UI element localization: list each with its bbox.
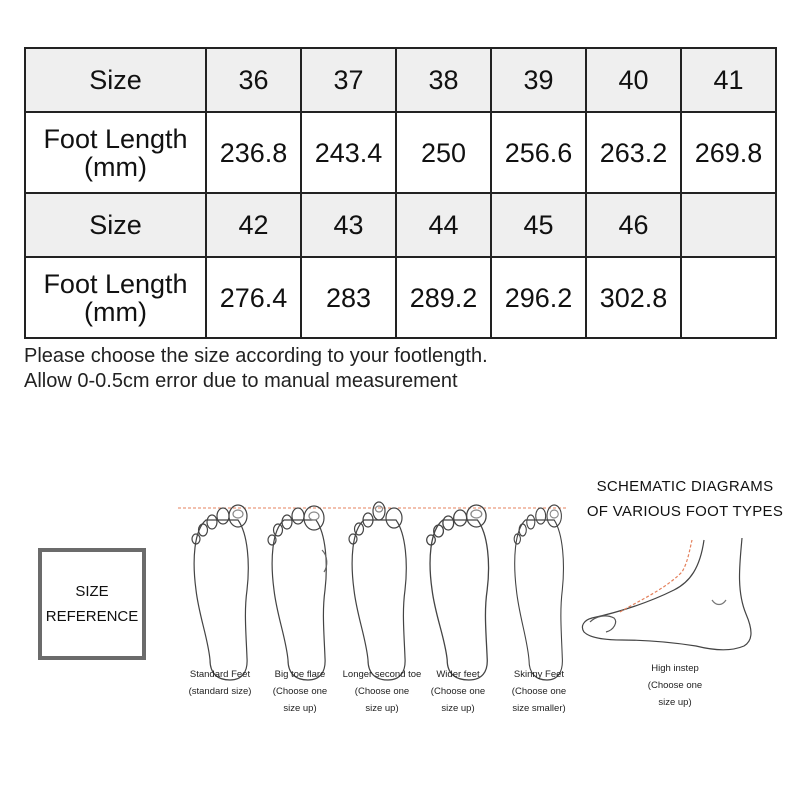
caption-skinny-feet-note-1: (Choose one bbox=[511, 686, 567, 697]
caption-standard-feet-title: Standard Feet bbox=[189, 669, 251, 680]
foot-length-value-cell: 250 bbox=[396, 112, 491, 193]
foot-length-value-cell: 283 bbox=[301, 257, 396, 338]
note-line-2: Allow 0-0.5cm error due to manual measurement bbox=[24, 370, 458, 392]
foot-length-value-cell: 243.4 bbox=[301, 112, 396, 193]
size-value-cell: 36 bbox=[206, 48, 301, 112]
size-value-cell: 46 bbox=[586, 193, 681, 257]
foot-length-value-cell: 263.2 bbox=[586, 112, 681, 193]
high-instep-side-view-drawing bbox=[582, 538, 751, 650]
foot-length-value-cell: 276.4 bbox=[206, 257, 301, 338]
caption-big-toe-flare-note-1: (Choose one bbox=[272, 686, 328, 697]
size-reference-line-2: REFERENCE bbox=[45, 608, 139, 625]
caption-wider-feet-title: Wider feet bbox=[436, 669, 480, 680]
caption-longer-second-toe-note-2: size up) bbox=[365, 703, 399, 714]
caption-longer-second-toe-title: Longer second toe bbox=[342, 669, 422, 680]
size-value-cell: 37 bbox=[301, 48, 396, 112]
header-label-line: Foot Length bbox=[43, 123, 188, 154]
foot-length-value-cell: 256.6 bbox=[491, 112, 586, 193]
caption-standard-feet-note: (standard size) bbox=[188, 686, 252, 697]
size-reference-line-1: SIZE bbox=[75, 583, 109, 600]
size-value-cell: 42 bbox=[206, 193, 301, 257]
header-label-line: Size bbox=[89, 210, 142, 240]
foot-length-value-cell: 302.8 bbox=[586, 257, 681, 338]
caption-skinny-feet-title: Skinny Feet bbox=[513, 669, 565, 680]
caption-high-instep-note-1: (Choose one bbox=[647, 680, 703, 691]
caption-wider-feet-note-2: size up) bbox=[441, 703, 475, 714]
caption-wider-feet bbox=[413, 666, 503, 717]
size-value-cell: 38 bbox=[396, 48, 491, 112]
caption-wider-feet-note-1: (Choose one bbox=[430, 686, 486, 697]
size-value-cell: 45 bbox=[491, 193, 586, 257]
caption-big-toe-flare bbox=[255, 666, 345, 717]
header-label-line: Size bbox=[89, 65, 142, 95]
skinny-feet-foot-drawing bbox=[514, 505, 563, 680]
size-value-cell: 43 bbox=[301, 193, 396, 257]
schematic-title-line-2: OF VARIOUS FOOT TYPES bbox=[586, 503, 784, 520]
caption-skinny-feet-note-2: size smaller) bbox=[512, 703, 566, 714]
size-value-cell: 39 bbox=[491, 48, 586, 112]
caption-longer-second-toe-note-1: (Choose one bbox=[354, 686, 410, 697]
big-toe-flare-foot-drawing bbox=[268, 506, 327, 680]
longer-second-toe-foot-drawing bbox=[349, 502, 406, 680]
foot-length-value-cell: 296.2 bbox=[491, 257, 586, 338]
foot-length-value-cell: 236.8 bbox=[206, 112, 301, 193]
caption-skinny-feet bbox=[494, 666, 584, 717]
caption-big-toe-flare-note-2: size up) bbox=[283, 703, 317, 714]
foot-length-value-cell: 269.8 bbox=[681, 112, 776, 193]
caption-standard-feet bbox=[175, 666, 265, 700]
caption-high-instep-title: High instep bbox=[651, 663, 699, 674]
header-label-line: (mm) bbox=[84, 151, 147, 182]
note-line-1: Please choose the size according to your footlength. bbox=[24, 345, 488, 367]
wider-feet-foot-drawing bbox=[427, 505, 489, 680]
caption-high-instep-note-2: size up) bbox=[658, 697, 692, 708]
size-value-cell: 44 bbox=[396, 193, 491, 257]
schematic-title-line-1: SCHEMATIC DIAGRAMS bbox=[596, 478, 774, 495]
header-label-line: (mm) bbox=[84, 296, 147, 327]
size-value-cell: 40 bbox=[586, 48, 681, 112]
caption-high-instep bbox=[630, 660, 720, 711]
foot-length-value-cell: 289.2 bbox=[396, 257, 491, 338]
header-label-line: Foot Length bbox=[43, 268, 188, 299]
standard-foot-drawing bbox=[192, 505, 248, 680]
size-value-cell: 41 bbox=[681, 48, 776, 112]
caption-big-toe-flare-title: Big toe flare bbox=[274, 669, 326, 680]
